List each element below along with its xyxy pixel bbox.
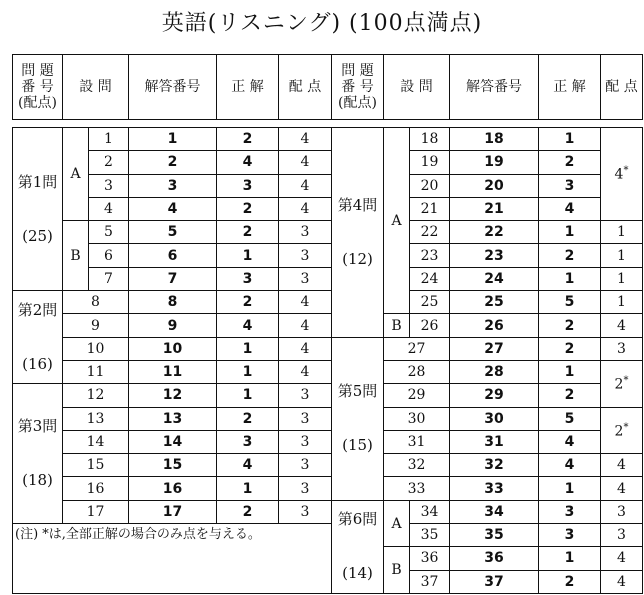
section-name: 第5問 [337, 382, 378, 401]
answer-number: 23 [450, 244, 539, 267]
question-number: 8 [63, 291, 129, 314]
correct-answer: 2 [539, 337, 601, 360]
points: 3 [279, 430, 332, 453]
question-number: 37 [410, 570, 450, 593]
question-number: 14 [63, 430, 129, 453]
points-starred [601, 128, 643, 221]
question-number: 21 [410, 197, 450, 220]
correct-answer: 2 [539, 314, 601, 337]
answer-number: 17 [129, 500, 217, 523]
section-label-s6 [332, 500, 384, 593]
question-number: 2 [89, 151, 129, 174]
correct-answer: 4 [217, 454, 279, 477]
correct-answer: 2 [217, 291, 279, 314]
points-starred [601, 407, 643, 454]
points: 4 [279, 360, 332, 383]
correct-answer: 3 [539, 174, 601, 197]
answer-number: 20 [450, 174, 539, 197]
header-mondai-right: 問 題 番 号 (配点) [332, 55, 384, 120]
question-number: 5 [89, 221, 129, 244]
header-mondai-left: 問 題 番 号 (配点) [13, 55, 63, 120]
header-seikai-right: 正 解 [539, 55, 601, 120]
correct-answer: 3 [539, 500, 601, 523]
question-number: 6 [89, 244, 129, 267]
answer-number: 36 [450, 547, 539, 570]
section-points: (12) [342, 249, 373, 268]
correct-answer: 4 [217, 151, 279, 174]
table-row [13, 524, 643, 547]
question-number: 29 [384, 384, 450, 407]
answer-number: 33 [450, 477, 539, 500]
header-kaito-right: 解答番号 [450, 55, 539, 120]
answer-number: 12 [129, 384, 217, 407]
answer-number: 11 [129, 360, 217, 383]
answer-number: 35 [450, 524, 539, 547]
points: 4 [279, 197, 332, 220]
correct-answer: 2 [217, 500, 279, 523]
correct-answer: 4 [217, 314, 279, 337]
question-number: 31 [384, 430, 450, 453]
answer-number: 37 [450, 570, 539, 593]
correct-answer: 3 [217, 174, 279, 197]
section-points: (15) [342, 436, 373, 455]
question-number: 34 [410, 500, 450, 523]
answer-number: 9 [129, 314, 217, 337]
answer-table [12, 54, 643, 594]
points-value: 4 [614, 166, 624, 183]
points: 1 [601, 244, 643, 267]
correct-answer: 2 [217, 407, 279, 430]
question-number: 4 [89, 197, 129, 220]
correct-answer: 2 [217, 128, 279, 151]
correct-answer: 1 [539, 360, 601, 383]
question-number: 35 [410, 524, 450, 547]
section-label-s1 [13, 128, 63, 291]
question-number: 27 [384, 337, 450, 360]
answer-number: 8 [129, 291, 217, 314]
part-label: B [384, 314, 410, 337]
question-number: 10 [63, 337, 129, 360]
header-row [13, 55, 643, 120]
answer-number: 10 [129, 337, 217, 360]
correct-answer: 4 [539, 430, 601, 453]
part-label: B [63, 221, 89, 291]
correct-answer: 1 [539, 221, 601, 244]
correct-answer: 5 [539, 407, 601, 430]
table-row [13, 384, 643, 407]
question-number: 25 [410, 291, 450, 314]
table-row [13, 407, 643, 430]
question-number: 30 [384, 407, 450, 430]
correct-answer: 2 [539, 151, 601, 174]
answer-number: 1 [129, 128, 217, 151]
points: 4 [279, 291, 332, 314]
points: 4 [601, 454, 643, 477]
points: 4 [279, 151, 332, 174]
table-row [13, 500, 643, 523]
header-haiten-left: 配 点 [279, 55, 332, 120]
points: 3 [601, 337, 643, 360]
answer-number: 5 [129, 221, 217, 244]
points: 3 [279, 407, 332, 430]
section-points: (14) [342, 564, 373, 583]
answer-number: 25 [450, 291, 539, 314]
section-name: 第4問 [337, 195, 378, 214]
correct-answer: 1 [217, 384, 279, 407]
answer-number: 14 [129, 430, 217, 453]
table-row [13, 244, 643, 267]
table-row [13, 314, 643, 337]
question-number: 7 [89, 267, 129, 290]
points: 3 [279, 477, 332, 500]
table-row [13, 128, 643, 151]
points: 4 [601, 570, 643, 593]
correct-answer: 3 [217, 267, 279, 290]
answer-number: 31 [450, 430, 539, 453]
table-row [13, 477, 643, 500]
points: 3 [279, 384, 332, 407]
question-number: 12 [63, 384, 129, 407]
section-points: (16) [22, 354, 53, 373]
correct-answer: 2 [539, 570, 601, 593]
answer-number: 2 [129, 151, 217, 174]
answer-number: 24 [450, 267, 539, 290]
question-number: 26 [410, 314, 450, 337]
points: 3 [279, 244, 332, 267]
correct-answer: 1 [217, 477, 279, 500]
asterisk-mark: * [623, 374, 629, 386]
correct-answer: 1 [539, 267, 601, 290]
header-seikai-left: 正 解 [217, 55, 279, 120]
points: 3 [279, 221, 332, 244]
answer-number: 30 [450, 407, 539, 430]
question-number: 33 [384, 477, 450, 500]
question-number: 15 [63, 454, 129, 477]
table-row [13, 454, 643, 477]
correct-answer: 1 [217, 337, 279, 360]
correct-answer: 4 [539, 197, 601, 220]
table-row [13, 174, 643, 197]
question-number: 1 [89, 128, 129, 151]
points: 3 [279, 500, 332, 523]
question-number: 20 [410, 174, 450, 197]
points: 3 [279, 267, 332, 290]
table-row [13, 291, 643, 314]
section-label-s5 [332, 337, 384, 500]
answer-number: 28 [450, 360, 539, 383]
table-row [13, 151, 643, 174]
answer-number: 16 [129, 477, 217, 500]
points: 1 [601, 291, 643, 314]
question-number: 3 [89, 174, 129, 197]
section-label-s3 [13, 384, 63, 524]
header-haiten-right: 配 点 [601, 55, 643, 120]
points: 4 [279, 128, 332, 151]
points: 3 [601, 524, 643, 547]
correct-answer: 1 [217, 360, 279, 383]
correct-answer: 4 [539, 454, 601, 477]
page-title: 英語(リスニング) (100点満点) [161, 11, 483, 36]
section-label-s4 [332, 128, 384, 338]
table-row [13, 267, 643, 290]
question-number: 24 [410, 267, 450, 290]
points: 1 [601, 221, 643, 244]
section-name: 第1問 [17, 172, 58, 191]
points-value: 2 [614, 423, 624, 440]
question-number: 28 [384, 360, 450, 383]
answer-number: 22 [450, 221, 539, 244]
section-points: (25) [22, 226, 53, 245]
question-number: 11 [63, 360, 129, 383]
correct-answer: 2 [217, 197, 279, 220]
header-setsumon-left: 設 問 [63, 55, 129, 120]
correct-answer: 2 [539, 384, 601, 407]
question-number: 18 [410, 128, 450, 151]
part-label: A [384, 500, 410, 547]
answer-number: 13 [129, 407, 217, 430]
asterisk-mark: * [623, 165, 629, 177]
points: 4 [279, 314, 332, 337]
table-row [13, 221, 643, 244]
question-number: 16 [63, 477, 129, 500]
question-number: 22 [410, 221, 450, 244]
points: 4 [279, 174, 332, 197]
points-starred [601, 360, 643, 407]
correct-answer: 1 [539, 128, 601, 151]
points: 3 [279, 454, 332, 477]
section-name: 第6問 [337, 510, 378, 529]
part-label: A [63, 128, 89, 221]
correct-answer: 3 [539, 524, 601, 547]
table-row [13, 197, 643, 220]
answer-number: 4 [129, 197, 217, 220]
question-number: 36 [410, 547, 450, 570]
answer-number: 3 [129, 174, 217, 197]
table-row [13, 337, 643, 360]
points: 3 [601, 500, 643, 523]
correct-answer: 1 [539, 547, 601, 570]
header-kaito-left: 解答番号 [129, 55, 217, 120]
header-setsumon-right: 設 問 [384, 55, 450, 120]
table-row [13, 430, 643, 453]
correct-answer: 3 [217, 430, 279, 453]
answer-number: 18 [450, 128, 539, 151]
answer-number: 6 [129, 244, 217, 267]
points: 4 [601, 314, 643, 337]
asterisk-mark: * [623, 421, 629, 433]
question-number: 19 [410, 151, 450, 174]
answer-number: 19 [450, 151, 539, 174]
answer-number: 34 [450, 500, 539, 523]
points: 4 [601, 477, 643, 500]
question-number: 9 [63, 314, 129, 337]
correct-answer: 1 [539, 477, 601, 500]
answer-number: 32 [450, 454, 539, 477]
answer-number: 27 [450, 337, 539, 360]
question-number: 23 [410, 244, 450, 267]
points: 4 [601, 547, 643, 570]
question-number: 17 [63, 500, 129, 523]
footnote: (注) *は,全部正解の場合のみ点を与える。 [13, 524, 332, 594]
answer-number: 26 [450, 314, 539, 337]
question-number: 32 [384, 454, 450, 477]
section-label-s2 [13, 291, 63, 384]
answer-number: 7 [129, 267, 217, 290]
points-value: 2 [614, 376, 624, 393]
answer-number: 29 [450, 384, 539, 407]
points: 1 [601, 267, 643, 290]
answer-number: 21 [450, 197, 539, 220]
section-points: (18) [22, 471, 53, 490]
correct-answer: 2 [539, 244, 601, 267]
points: 4 [279, 337, 332, 360]
table-row [13, 360, 643, 383]
section-name: 第2問 [17, 300, 58, 319]
correct-answer: 5 [539, 291, 601, 314]
correct-answer: 2 [217, 221, 279, 244]
question-number: 13 [63, 407, 129, 430]
section-name: 第3問 [17, 417, 58, 436]
answer-number: 15 [129, 454, 217, 477]
correct-answer: 1 [217, 244, 279, 267]
part-label: A [384, 128, 410, 314]
part-label: B [384, 547, 410, 594]
